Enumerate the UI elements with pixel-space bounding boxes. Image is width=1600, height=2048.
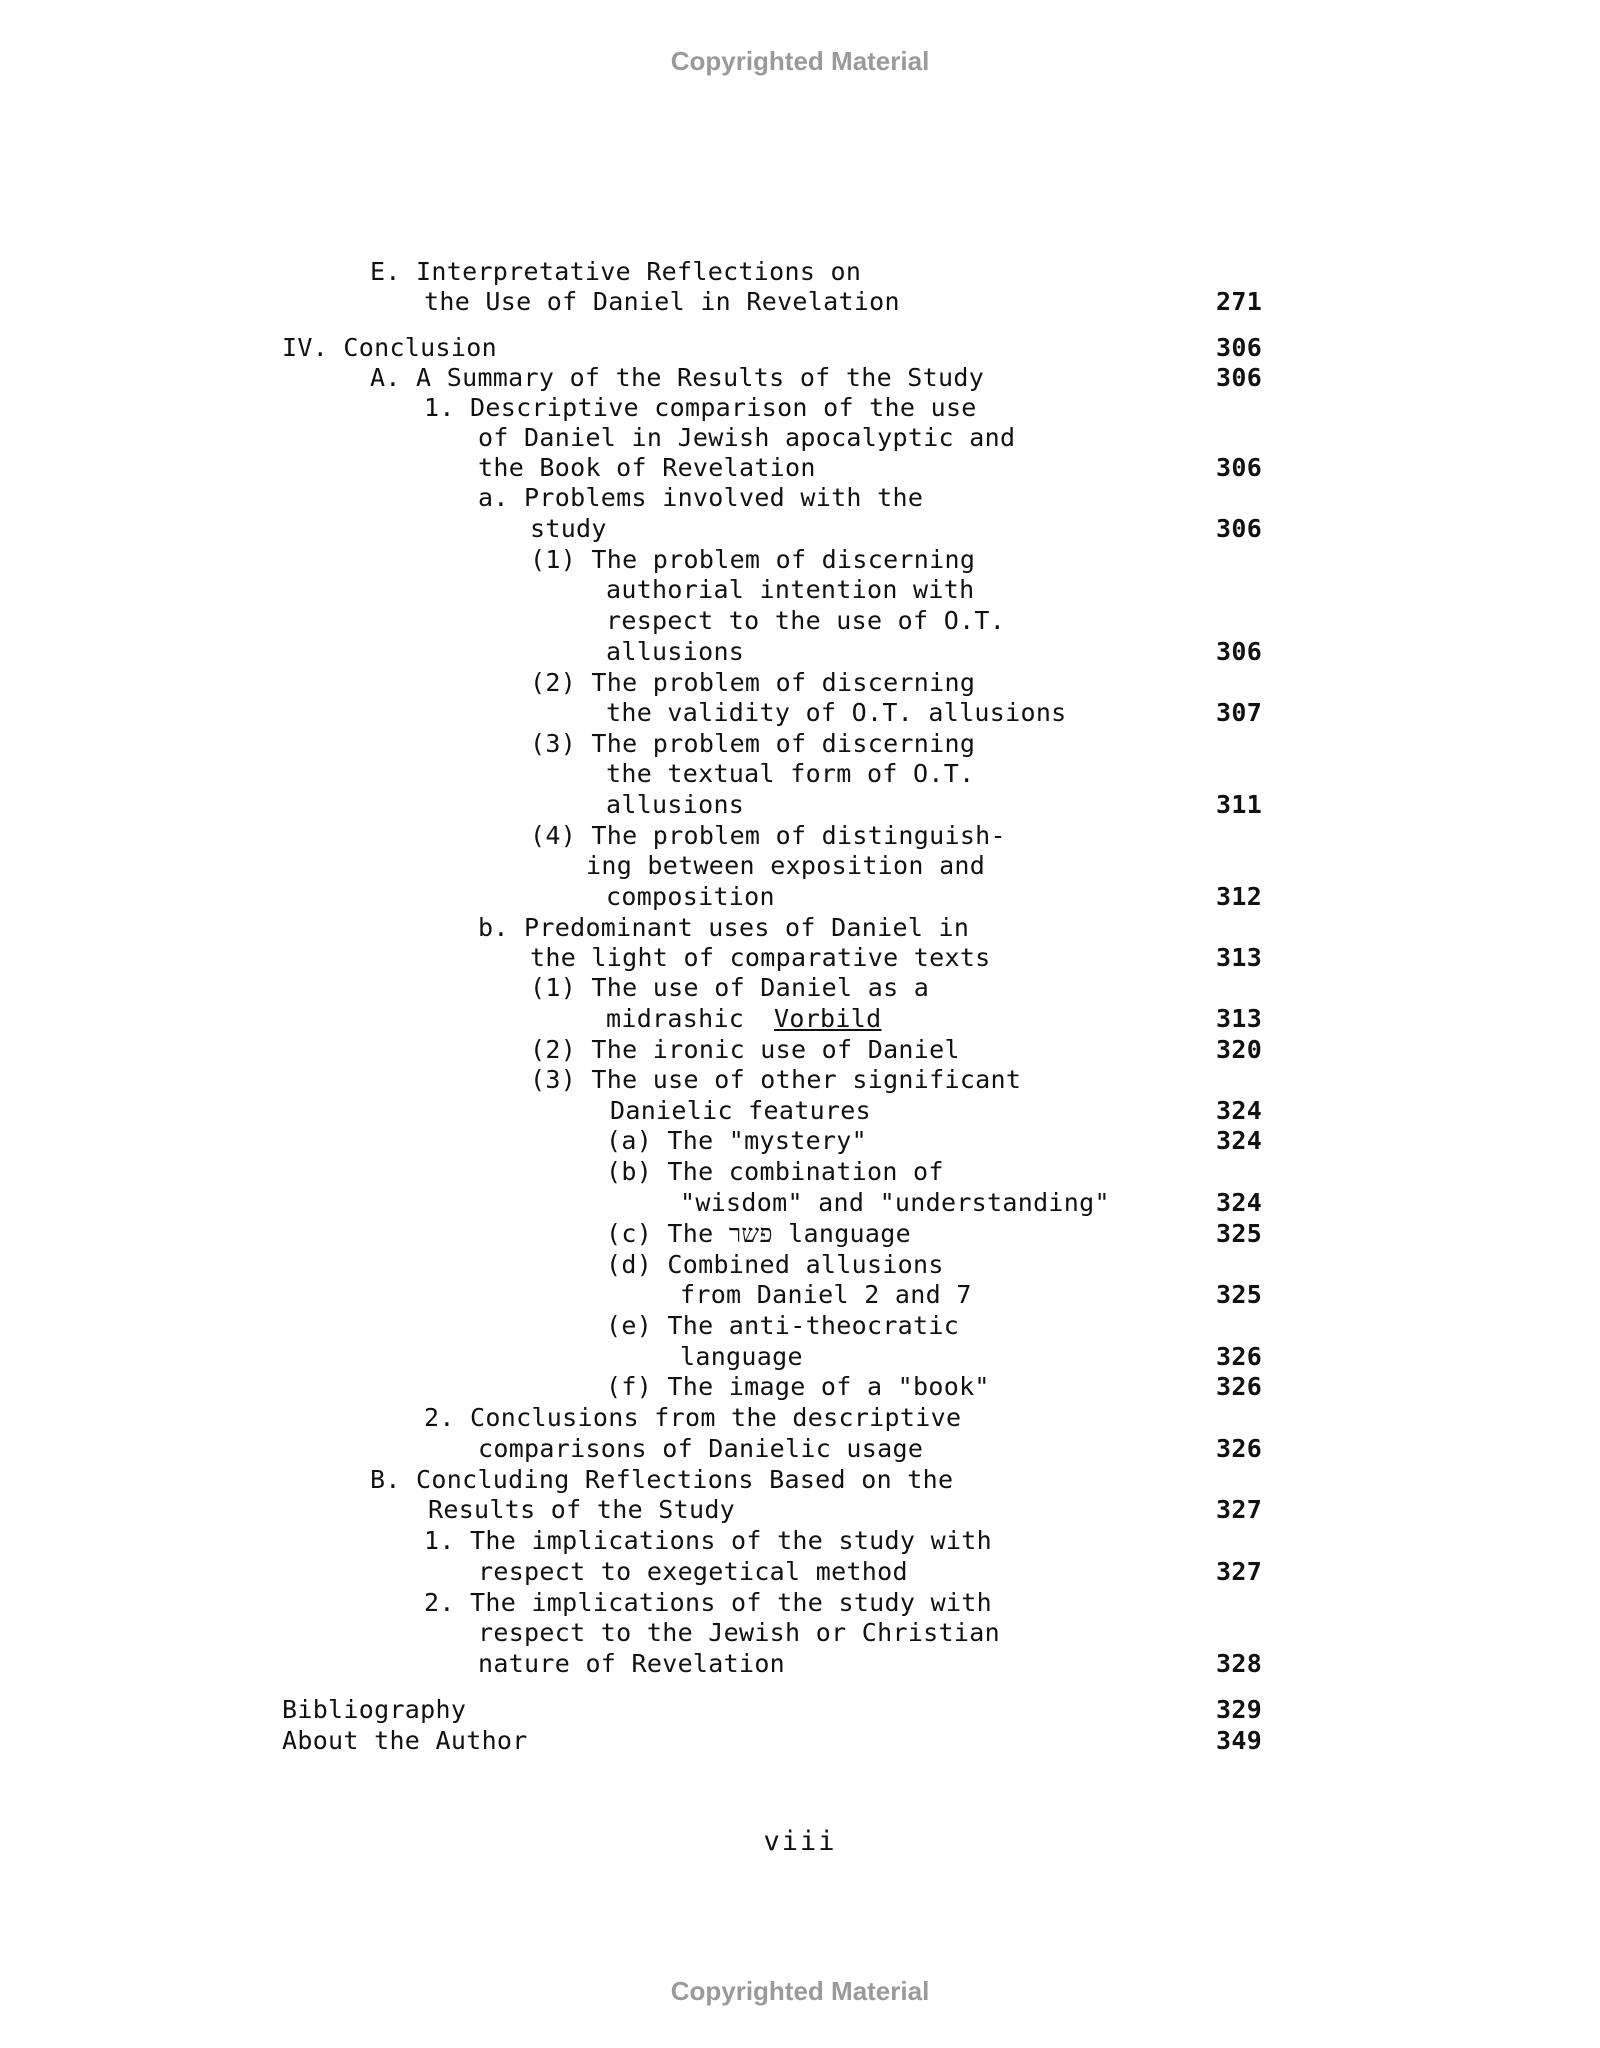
toc-entry: [0, 636, 1600, 667]
toc-entry-page: 349: [1216, 1726, 1263, 1755]
toc-entry-page: 326: [1216, 1372, 1263, 1401]
toc-entry-page: 326: [1216, 1342, 1263, 1371]
toc-entry-title: IV. Conclusion: [282, 333, 497, 362]
toc-entry-page: 325: [1216, 1219, 1263, 1248]
toc-entry-title: the Use of Daniel in Revelation: [424, 287, 900, 316]
toc-entry-title: (3) The use of other significant: [530, 1065, 1022, 1094]
toc-entry: [0, 1648, 1600, 1679]
toc-entry-page: 311: [1216, 790, 1263, 819]
toc-entry: [0, 728, 1600, 759]
toc-entry-title: from Daniel 2 and 7: [680, 1280, 972, 1309]
toc-entry-title: allusions: [606, 637, 745, 666]
toc-entry-title: comparisons of Danielic usage: [478, 1434, 924, 1463]
watermark-top: Copyrighted Material: [670, 46, 930, 76]
toc-entry: [0, 1249, 1600, 1280]
toc-entry: [0, 1464, 1600, 1495]
toc-entry-title: respect to the Jewish or Christian: [478, 1618, 1000, 1647]
toc-entry-page: 325: [1216, 1280, 1263, 1309]
toc-entry-page: 328: [1216, 1649, 1263, 1678]
toc-entry: [0, 789, 1600, 820]
toc-entry-title: the Book of Revelation: [478, 453, 816, 482]
toc-entry: [0, 912, 1600, 943]
toc-entry-page: 307: [1216, 698, 1263, 727]
page-number: viii: [763, 1826, 837, 1857]
toc-entry: [0, 1064, 1600, 1095]
toc-entry: [0, 605, 1600, 636]
toc-entry-title: "wisdom" and "understanding": [680, 1188, 1110, 1217]
toc-entry-title: E. Interpretative Reflections on: [370, 257, 862, 286]
toc-entry-title: nature of Revelation: [478, 1649, 786, 1678]
toc-entry: [0, 1556, 1600, 1587]
toc-entry: [0, 881, 1600, 912]
toc-entry: [0, 1694, 1600, 1725]
toc-entry-page: 306: [1216, 363, 1263, 392]
toc-entry-title: (2) The problem of discerning: [530, 668, 976, 697]
toc-entry-page: 326: [1216, 1434, 1263, 1463]
toc-entry: [0, 256, 1600, 287]
toc-entry: [0, 1494, 1600, 1525]
toc-entry: [0, 1341, 1600, 1372]
toc-entry-page: 306: [1216, 453, 1263, 482]
toc-entry-title: (e) The anti-theocratic: [606, 1311, 960, 1340]
toc-entry: [0, 452, 1600, 483]
toc-entry-title: composition: [606, 882, 775, 911]
toc-entry-title: a. Problems involved with the: [478, 483, 924, 512]
toc-entry-page: 313: [1216, 943, 1263, 972]
toc-entry-title: A. A Summary of the Results of the Study: [370, 363, 985, 392]
toc-entry: [0, 1371, 1600, 1402]
toc-entry-underlined-term: Vorbild: [774, 1004, 882, 1033]
toc-entry: [0, 1725, 1600, 1756]
toc-entry-page: 271: [1216, 287, 1263, 316]
toc-entry: [0, 1587, 1600, 1618]
toc-entry-title: Danielic features: [610, 1096, 871, 1125]
toc-entry-title: Results of the Study: [428, 1495, 736, 1524]
toc-entry-title: (d) Combined allusions: [606, 1250, 944, 1279]
toc-entry: [0, 332, 1600, 363]
toc-entry-title: B. Concluding Reflections Based on the: [370, 1465, 954, 1494]
toc-entry: [0, 1525, 1600, 1556]
toc-entry: [0, 1125, 1600, 1156]
toc-entry-page: 329: [1216, 1695, 1263, 1724]
toc-entry-title: allusions: [606, 790, 745, 819]
toc-entry: [0, 1003, 1600, 1034]
toc-entry: [0, 1218, 1600, 1249]
toc-entry-page: 327: [1216, 1495, 1263, 1524]
toc-entry-title: (2) The ironic use of Daniel: [530, 1035, 960, 1064]
toc-entry: [0, 820, 1600, 851]
toc-entry: [0, 362, 1600, 393]
toc-entry-title: respect to the use of O.T.: [606, 606, 1006, 635]
toc-entry-title: 2. Conclusions from the descriptive: [424, 1403, 962, 1432]
toc-entry: [0, 574, 1600, 605]
toc-entry-title: (4) The problem of distinguish-: [530, 821, 1006, 850]
toc-entry: [0, 1095, 1600, 1126]
toc-entry: [0, 1156, 1600, 1187]
toc-entry-title: 1. Descriptive comparison of the use: [424, 393, 977, 422]
toc-entry-title: the textual form of O.T.: [606, 759, 975, 788]
toc-entry: [0, 1402, 1600, 1433]
toc-entry-page: 320: [1216, 1035, 1263, 1064]
toc-entry: [0, 422, 1600, 453]
toc-entry-title: the validity of O.T. allusions: [606, 698, 1067, 727]
toc-entry-page: 327: [1216, 1557, 1263, 1586]
toc-entry: [0, 392, 1600, 423]
toc-entry-title: 1. The implications of the study with: [424, 1526, 992, 1555]
toc-entry: [0, 972, 1600, 1003]
toc-entry-page: 306: [1216, 333, 1263, 362]
toc-entry-title: (3) The problem of discerning: [530, 729, 976, 758]
toc-entry-title: 2. The implications of the study with: [424, 1588, 992, 1617]
toc-entry: [0, 850, 1600, 881]
toc-entry: [0, 482, 1600, 513]
toc-entry-title: (b) The combination of: [606, 1157, 944, 1186]
toc-entry-title: of Daniel in Jewish apocalyptic and: [478, 423, 1016, 452]
toc-entry: [0, 1310, 1600, 1341]
toc-entry-title: About the Author: [282, 1726, 528, 1755]
toc-entry-page: 306: [1216, 514, 1263, 543]
toc-entry-page: 306: [1216, 637, 1263, 666]
toc-entry-title: authorial intention with: [606, 575, 975, 604]
toc-entry-page: 324: [1216, 1126, 1263, 1155]
toc-entry-title: (a) The "mystery": [606, 1126, 867, 1155]
toc-entry-page: 324: [1216, 1188, 1263, 1217]
toc-entry: [0, 697, 1600, 728]
toc-entry: [0, 286, 1600, 317]
toc-entry-title: (f) The image of a "book": [606, 1372, 990, 1401]
toc-entry-title: respect to exegetical method: [478, 1557, 908, 1586]
toc-entry-title: (1) The problem of discerning: [530, 545, 976, 574]
toc-entry-title: Bibliography: [282, 1695, 467, 1724]
toc-entry-title: (1) The use of Daniel as a: [530, 973, 930, 1002]
toc-entry-title: ing between exposition and: [586, 851, 986, 880]
toc-entry: [0, 1187, 1600, 1218]
toc-entry-page: 324: [1216, 1096, 1263, 1125]
watermark-bottom: Copyrighted Material: [670, 1976, 930, 2006]
toc-entry-title: the light of comparative texts: [530, 943, 991, 972]
toc-entry-title: study: [530, 514, 607, 543]
toc-entry-title: (c) The פשר language: [606, 1219, 911, 1248]
toc-entry-page: 312: [1216, 882, 1263, 911]
toc-entry: [0, 667, 1600, 698]
toc-entry: [0, 758, 1600, 789]
toc-entry-title: language: [680, 1342, 803, 1371]
toc-entry: [0, 942, 1600, 973]
toc-entry-title: b. Predominant uses of Daniel in: [478, 913, 970, 942]
toc-entry: [0, 544, 1600, 575]
toc-entry: [0, 1279, 1600, 1310]
toc-entry: [0, 1617, 1600, 1648]
toc-entry: [0, 1034, 1600, 1065]
toc-entry: [0, 1433, 1600, 1464]
toc-entry-title: midrashic: [606, 1004, 745, 1033]
toc-entry-page: 313: [1216, 1004, 1263, 1033]
toc-entry: [0, 513, 1600, 544]
